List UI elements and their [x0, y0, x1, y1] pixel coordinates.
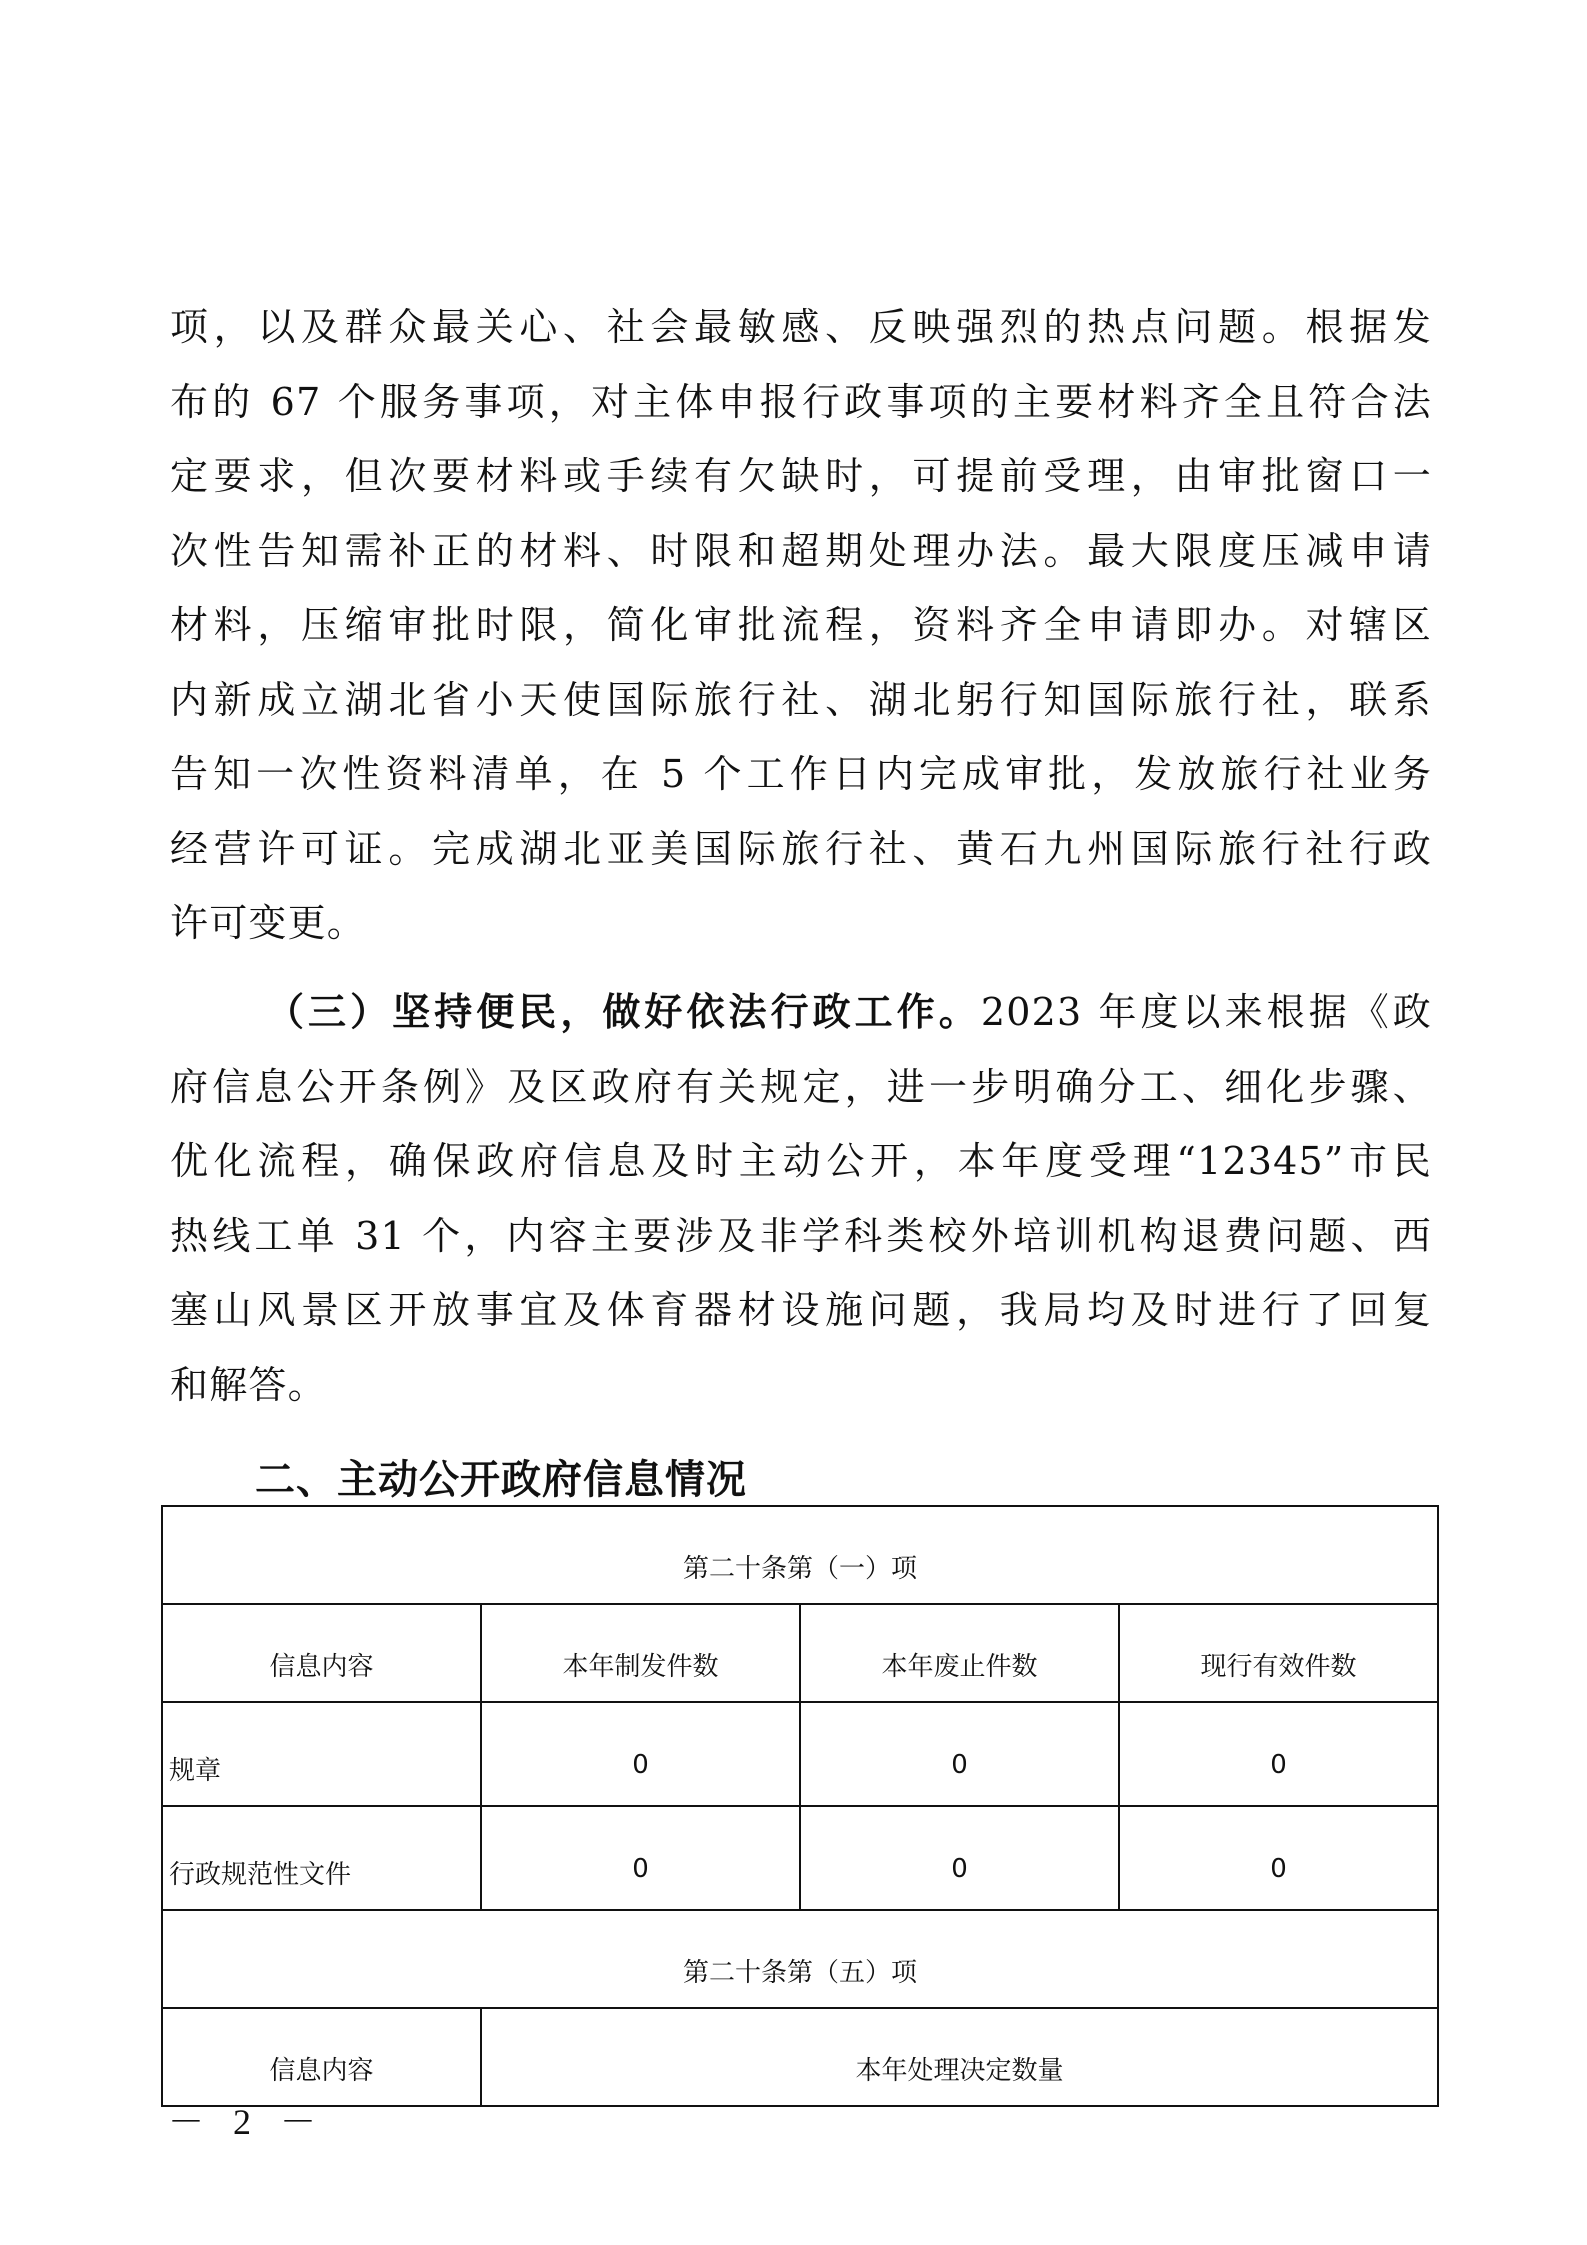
text-line: 府信息公开条例》及区政府有关规定，进一步明确分工、细化步骤、 — [170, 1064, 1432, 1109]
value-cell: 0 — [481, 1806, 800, 1910]
value-cell: 0 — [800, 1806, 1119, 1910]
text-line: 告知一次性资料清单，在 5 个工作日内完成审批，发放旅行社业务 — [170, 752, 1432, 796]
text-line: 材料，压缩审批时限，简化审批流程，资料齐全申请即办。对辖区 — [170, 603, 1432, 647]
text-fragment: 2023 年度以来根据《政 — [980, 990, 1433, 1034]
paragraph-lead-heading: （三）坚持便民，做好依法行政工作。 — [266, 989, 981, 1034]
table-header-row — [162, 1604, 1438, 1702]
paragraph-legal-administration — [170, 975, 1432, 1422]
value-cell: 0 — [1119, 1806, 1438, 1910]
row-label-cell: 规章 — [162, 1702, 481, 1806]
section-heading: 二、主动公开政府信息情况 — [255, 1457, 747, 1503]
header-cell: 信息内容 — [162, 2008, 481, 2106]
section-title-cell: 第二十条第（五）项 — [162, 1910, 1438, 2008]
table-section-title-row — [162, 1910, 1438, 2008]
value-cell: 0 — [800, 1702, 1119, 1806]
header-cell: 现行有效件数 — [1119, 1604, 1438, 1702]
header-cell: 信息内容 — [162, 1604, 481, 1702]
header-cell: 本年废止件数 — [800, 1604, 1119, 1702]
table-row — [162, 1702, 1438, 1806]
section-title-cell: 第二十条第（一）项 — [162, 1506, 1438, 1604]
text-line: 内新成立湖北省小天使国际旅行社、湖北躬行知国际旅行社，联系 — [170, 677, 1432, 722]
text-line: 布的 67 个服务事项，对主体申报行政事项的主要材料齐全且符合法 — [170, 379, 1432, 424]
value-cell: 0 — [481, 1702, 800, 1806]
text-line: 热线工单 31 个，内容主要涉及非学科类校外培训机构退费问题、西 — [170, 1213, 1432, 1258]
text-line: 次性告知需补正的材料、时限和超期处理办法。最大限度压减申请 — [170, 528, 1432, 573]
table-section-title-row — [162, 1506, 1438, 1604]
page-number: － 2 － — [168, 2102, 327, 2142]
header-cell: 本年处理决定数量 — [481, 2008, 1438, 2106]
paragraph-administrative-approval — [170, 290, 1432, 961]
info-disclosure-table — [161, 1505, 1439, 2107]
text-line: 经营许可证。完成湖北亚美国际旅行社、黄石九州国际旅行社行政 — [170, 826, 1432, 871]
text-line: 塞山风景区开放事宜及体育器材设施问题，我局均及时进行了回复 — [170, 1288, 1432, 1332]
table-row — [162, 1806, 1438, 1910]
text-line: 定要求，但次要材料或手续有欠缺时，可提前受理，由审批窗口一 — [170, 454, 1432, 498]
text-line — [170, 975, 1432, 1050]
header-cell: 本年制发件数 — [481, 1604, 800, 1702]
row-label-cell: 行政规范性文件 — [162, 1806, 481, 1910]
text-line: 和解答。 — [170, 1362, 327, 1407]
value-cell: 0 — [1119, 1702, 1438, 1806]
table-header-row — [162, 2008, 1438, 2106]
text-line: 项，以及群众最关心、社会最敏感、反映强烈的热点问题。根据发 — [170, 305, 1432, 349]
text-line: 许可变更。 — [170, 901, 367, 945]
text-line: 优化流程，确保政府信息及时主动公开，本年度受理“12345”市民 — [170, 1139, 1432, 1183]
